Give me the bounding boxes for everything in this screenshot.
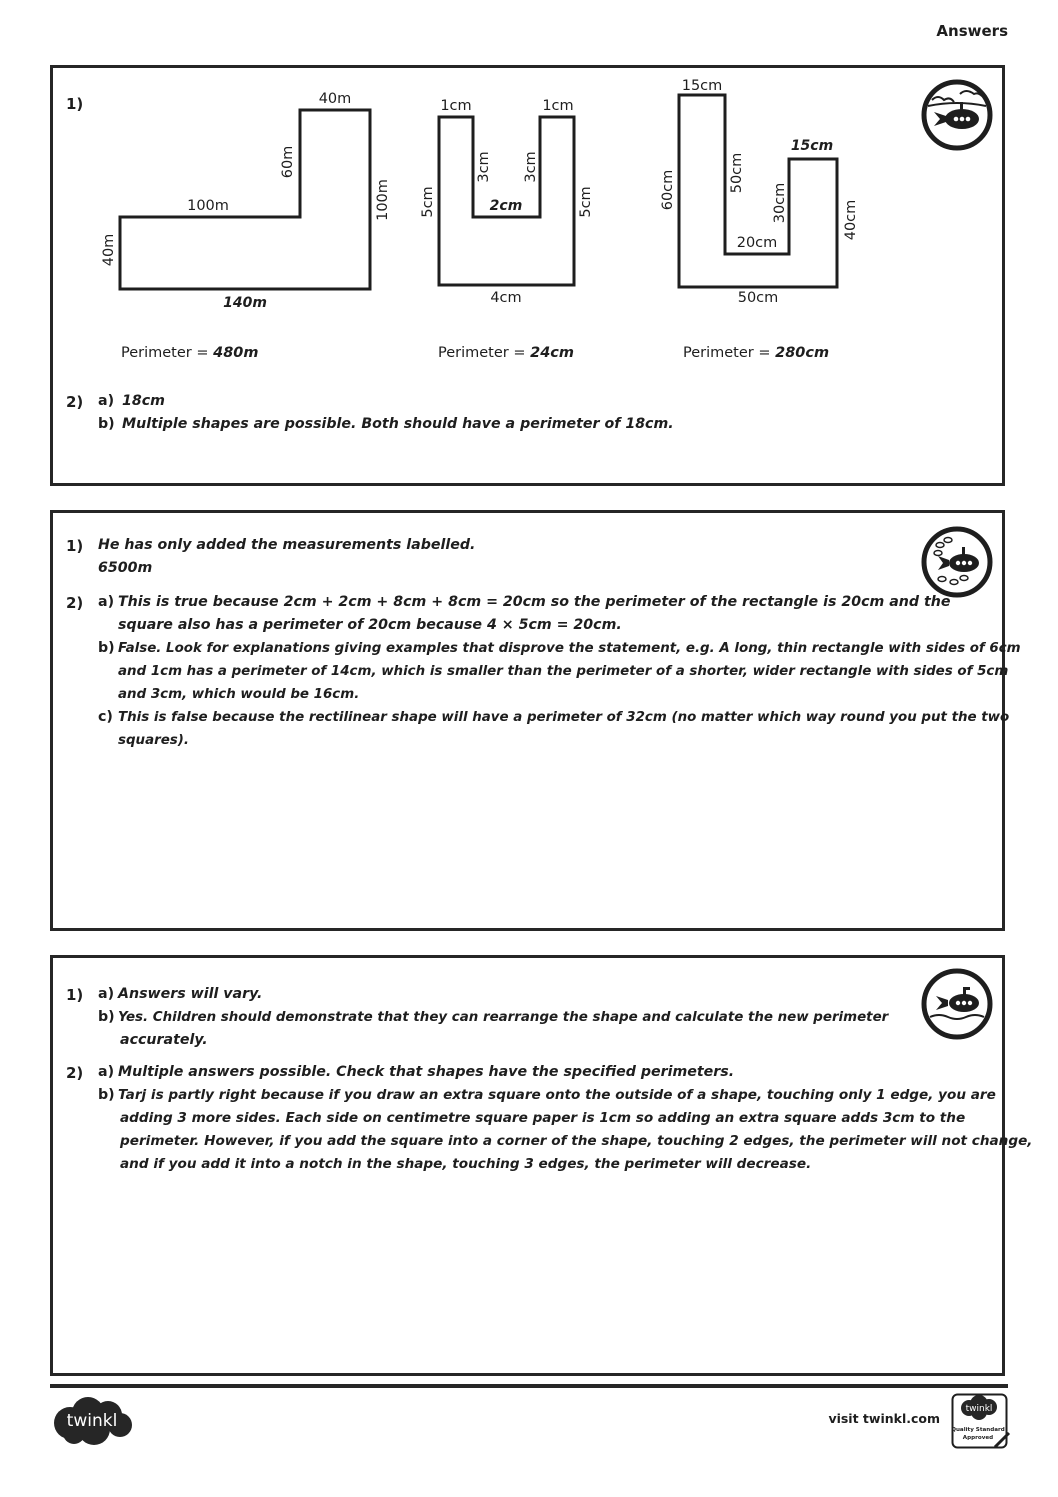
perimeter-answer-3 [683, 345, 829, 361]
answer-text: accurately. [120, 1032, 208, 1048]
answer-text: Tarj is partly right because if you draw an extra square onto the outside of a shape, touching only 1 edge, you are [118, 1087, 996, 1103]
answer-text: Multiple answers possible. Check that shapes have the specified perimeters. [118, 1064, 735, 1080]
answer-text: and 3cm, which would be 16cm. [118, 687, 360, 702]
side-label: 30cm [772, 182, 788, 224]
question-number: 1) [66, 537, 84, 555]
side-label: 5cm [420, 186, 436, 218]
side-label: 15cm [681, 78, 723, 94]
submarine-waves-icon [920, 967, 994, 1041]
perimeter-value: 280cm [775, 345, 830, 361]
side-label: 20cm [736, 235, 778, 251]
side-label: 3cm [476, 151, 492, 183]
answer-text: and 1cm has a perimeter of 14cm, which is smaller than the perimeter of a shorter, wider rectangle with sides of 5cm [118, 664, 1009, 679]
side-label: 40cm [843, 199, 859, 241]
answer-label: 2cm [489, 198, 523, 214]
answer-text: perimeter. However, if you add the square into a corner of the shape, touching 2 edges, the perimeter will not change, [120, 1133, 1033, 1149]
sub-letter: a) [98, 986, 115, 1002]
badge-logo-text: twinkl [965, 1404, 993, 1414]
submarine-clouds-icon [920, 78, 994, 152]
answer-text: Yes. Children should demonstrate that they can rearrange the shape and calculate the new perimeter [118, 1010, 889, 1025]
sub-letter: b) [98, 416, 115, 432]
answer-text: adding 3 more sides. Each side on centimetre square paper is 1cm so adding an extra square adds 3cm to the [120, 1110, 966, 1126]
footer-divider [50, 1384, 1008, 1388]
side-label: 50cm [737, 290, 779, 306]
question-number: 2) [66, 1064, 84, 1082]
side-label: 1cm [542, 98, 574, 114]
badge-line-2: Approved [962, 1435, 994, 1441]
perimeter-label: Perimeter = [121, 345, 214, 361]
answer-text: False. Look for explanations giving examples that disprove the statement, e.g. A long, thin rectangle with sides of 6cm [118, 641, 1021, 656]
question-number: 2) [66, 594, 84, 612]
answer-text: square also has a perimeter of 20cm because 4 × 5cm = 20cm. [118, 617, 622, 633]
visit-link[interactable]: visit twinkl.com [828, 1411, 940, 1426]
perimeter-value: 480m [213, 345, 259, 361]
quality-standard-badge [951, 1393, 1011, 1449]
answer-text: This is false because the rectilinear shape will have a perimeter of 32cm (no matter which way round you put the two [118, 710, 1010, 725]
answer-text: and if you add it into a notch in the shape, touching 3 edges, the perimeter will decrease. [120, 1156, 812, 1172]
answer-text: 6500m [98, 560, 153, 576]
answer-text: squares). [118, 733, 189, 748]
perimeter-label: Perimeter = [683, 345, 776, 361]
sub-letter: b) [98, 1009, 115, 1025]
l-shape [120, 110, 370, 289]
side-label: 4cm [490, 290, 522, 306]
question-number: 2) [66, 393, 84, 411]
side-label: 40m [318, 91, 352, 107]
side-label: 50cm [729, 152, 745, 194]
twinkl-logo-text: twinkl [66, 1411, 118, 1431]
side-label: 1cm [440, 98, 472, 114]
answer-text: He has only added the measurements labelled. [98, 537, 476, 553]
side-label: 5cm [578, 186, 594, 218]
side-label: 100m [375, 179, 391, 221]
twinkl-logo [50, 1395, 136, 1447]
rectilinear-shape [679, 95, 837, 287]
page-header-title: Answers [936, 22, 1008, 40]
perimeter-answer-1 [121, 345, 259, 361]
answer-label: 15cm [790, 138, 834, 154]
answer-label: 140m [223, 295, 267, 311]
side-label: 40m [101, 233, 117, 267]
answer-text: Answers will vary. [118, 986, 263, 1002]
badge-line-1: Quality Standard [951, 1427, 1005, 1433]
question-number: 1) [66, 986, 84, 1004]
submarine-fish-icon [920, 525, 994, 599]
sub-letter: b) [98, 1087, 115, 1103]
perimeter-answer-2 [438, 345, 574, 361]
side-label: 60cm [660, 169, 676, 211]
perimeter-label: Perimeter = [438, 345, 531, 361]
perimeter-value: 24cm [530, 345, 575, 361]
answer-text: 18cm [122, 393, 165, 409]
side-label: 100m [187, 198, 229, 214]
question-number: 1) [66, 95, 84, 113]
side-label: 3cm [523, 151, 539, 183]
side-label: 60m [280, 145, 296, 179]
sub-letter: a) [98, 393, 115, 409]
sub-letter: a) [98, 1064, 115, 1080]
sub-letter: b) [98, 640, 115, 656]
answer-text: This is true because 2cm + 2cm + 8cm + 8cm = 20cm so the perimeter of the rectangle is 20cm and the [118, 594, 951, 610]
sub-letter: c) [98, 709, 113, 725]
sub-letter: a) [98, 594, 115, 610]
answer-text: Multiple shapes are possible. Both should have a perimeter of 18cm. [122, 416, 674, 432]
